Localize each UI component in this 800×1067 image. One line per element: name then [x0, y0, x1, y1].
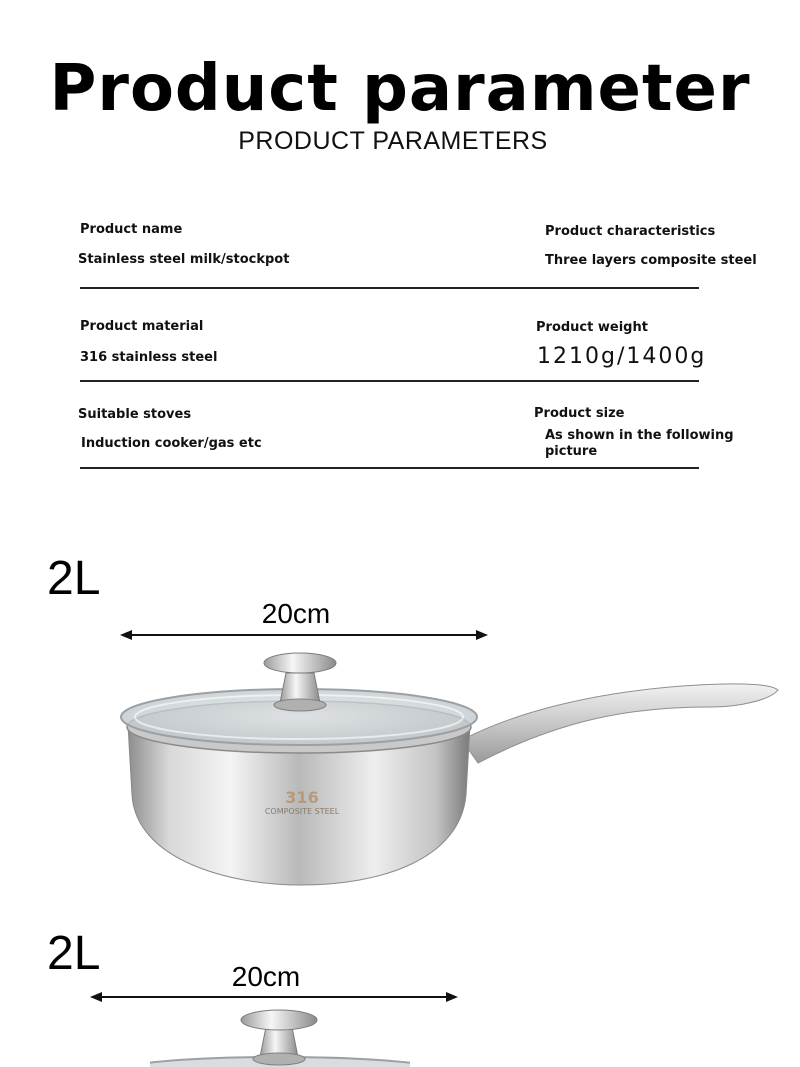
capacity-label: 2L — [47, 552, 101, 605]
stockpot-image — [110, 645, 790, 895]
diameter-arrow-2 — [88, 989, 460, 1005]
param-material-label: Product material — [80, 319, 204, 334]
param-name-label: Product name — [80, 222, 183, 237]
page-subtitle: PRODUCT PARAMETERS — [238, 127, 548, 155]
param-stoves-value: Induction cooker/gas etc — [81, 436, 262, 451]
page-title: Product parameter — [49, 52, 751, 126]
stockpot-image-2 — [150, 1005, 410, 1067]
capacity-label-2: 2L — [47, 927, 101, 980]
diameter-label-2: 20cm — [231, 961, 301, 992]
divider-3 — [80, 467, 699, 469]
divider-2 — [80, 380, 699, 382]
diameter-arrow — [118, 627, 490, 643]
param-weight-label: Product weight — [536, 320, 648, 335]
param-characteristics-value: Three layers composite steel — [545, 253, 757, 268]
diameter-label: 20cm — [261, 598, 331, 629]
param-weight-value: 1210g/1400g — [537, 344, 707, 369]
param-size-label: Product size — [534, 406, 625, 421]
engraving-number: 316 — [285, 788, 319, 807]
param-name-value: Stainless steel milk/stockpot — [78, 252, 290, 267]
param-stoves-label: Suitable stoves — [78, 407, 192, 422]
divider-1 — [80, 287, 699, 289]
engraving-text: COMPOSITE STEEL — [264, 807, 340, 816]
param-material-value: 316 stainless steel — [80, 350, 218, 365]
param-size-value: As shown in the following picture — [545, 428, 734, 459]
param-characteristics-label: Product characteristics — [545, 224, 716, 239]
